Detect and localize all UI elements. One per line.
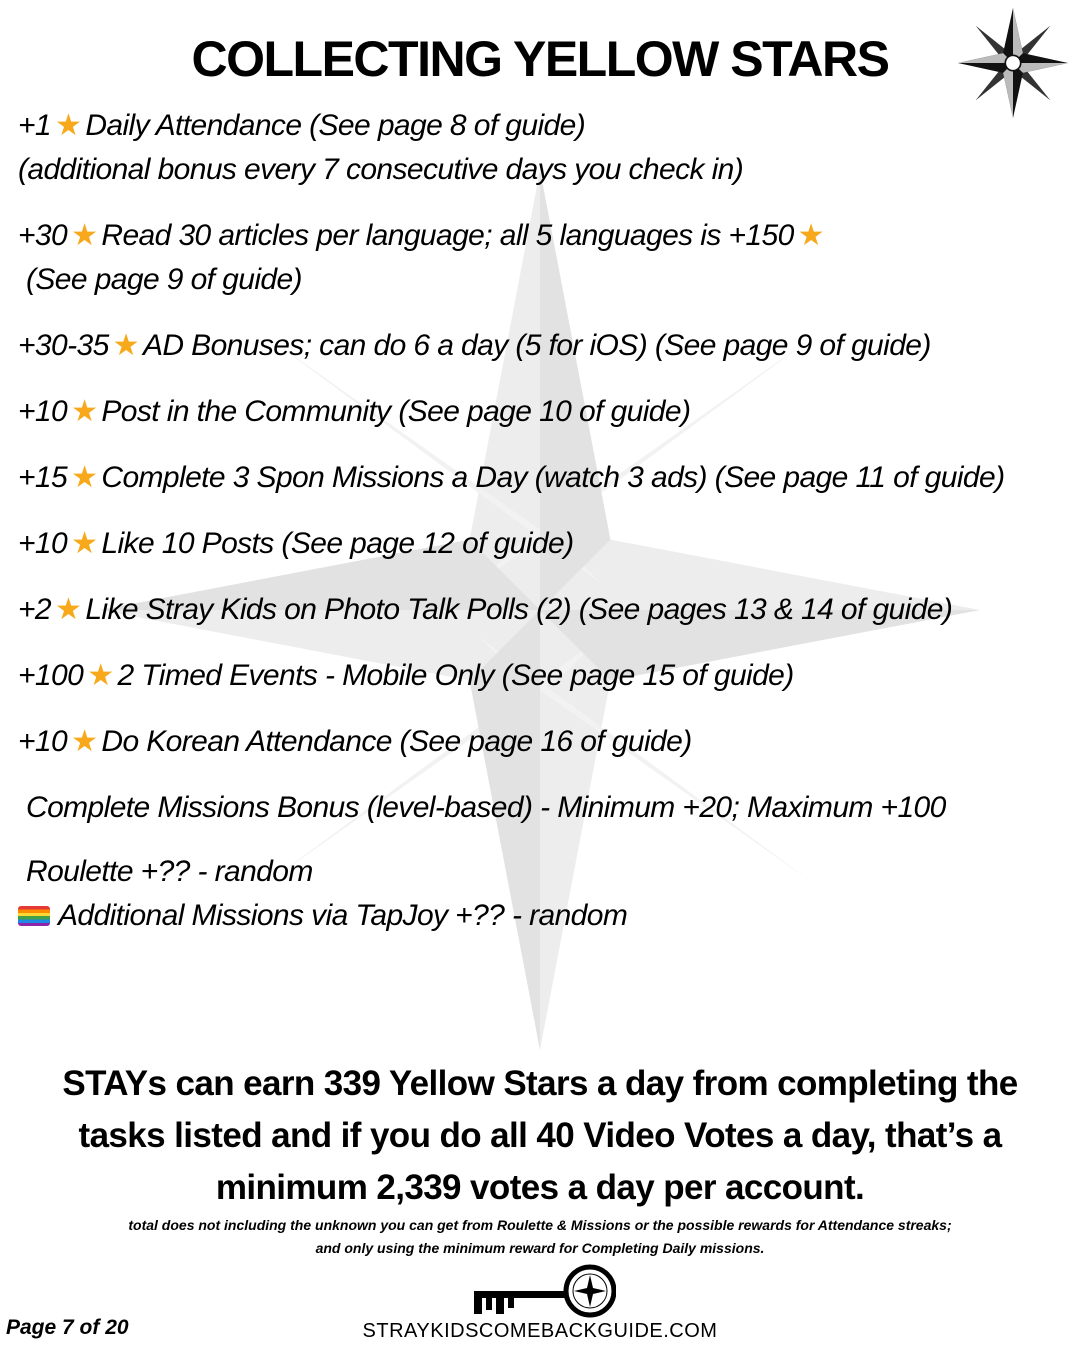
list-item: +10 ★ Post in the Community (See page 10 of guide) bbox=[18, 390, 1068, 434]
star-icon: ★ bbox=[112, 329, 139, 362]
summary-statement: STAYs can earn 339 Yellow Stars a day from completing the tasks listed and if you do all 40 Video Votes a day, that’s a minimum 2,339 votes a day per account. bbox=[62, 1064, 1018, 1207]
star-icon: ★ bbox=[71, 395, 98, 428]
star-icon: ★ bbox=[87, 659, 114, 692]
star-task-list bbox=[18, 104, 1068, 938]
missions-bonus: Complete Missions Bonus (level-based) - Minimum +20; Maximum +100 bbox=[26, 791, 946, 824]
list-item: +30 ★ Read 30 articles per language; all 5 languages is +150 ★ bbox=[18, 214, 1068, 258]
list-item-note: (additional bonus every 7 consecutive days you check in) bbox=[18, 153, 744, 186]
footnote: total does not including the unknown you can get from Roulette & Missions or the possible rewards for Attendance streaks; and only using the minimum reward for Completing Daily missions. bbox=[128, 1217, 952, 1256]
list-item: +10 ★ Do Korean Attendance (See page 16 of guide) bbox=[18, 720, 1068, 764]
star-icon: ★ bbox=[71, 527, 98, 560]
site-url: STRAYKIDSCOMEBACKGUIDE.COM bbox=[362, 1320, 718, 1342]
star-icon: ★ bbox=[71, 725, 98, 758]
list-item: +30-35 ★ AD Bonuses; can do 6 a day (5 for iOS) (See page 9 of guide) bbox=[18, 324, 1068, 368]
page-number: Page 7 of 20 bbox=[6, 1316, 129, 1339]
list-item: +1 ★ Daily Attendance (See page 8 of guide) bbox=[18, 104, 1068, 148]
list-item: +2 ★ Like Stray Kids on Photo Talk Polls (2) (See pages 13 & 14 of guide) bbox=[18, 588, 1068, 632]
list-item: +10 ★ Like 10 Posts (See page 12 of guide) bbox=[18, 522, 1068, 566]
page-title: COLLECTING YELLOW STARS bbox=[191, 31, 889, 87]
star-icon: ★ bbox=[797, 219, 824, 252]
list-item-note: (See page 9 of guide) bbox=[26, 263, 302, 296]
tapjoy-item: Additional Missions via TapJoy +?? - random bbox=[18, 894, 1068, 938]
star-icon: ★ bbox=[55, 109, 82, 142]
rainbow-flag-icon bbox=[18, 906, 50, 926]
roulette-item: Roulette +?? - random bbox=[26, 855, 313, 888]
star-icon: ★ bbox=[71, 461, 98, 494]
list-item: +100 ★ 2 Timed Events - Mobile Only (See page 15 of guide) bbox=[18, 654, 1068, 698]
star-icon: ★ bbox=[71, 219, 98, 252]
list-item: +15 ★ Complete 3 Spon Missions a Day (watch 3 ads) (See page 11 of guide) bbox=[18, 456, 1068, 500]
key-icon bbox=[466, 1263, 616, 1323]
star-icon: ★ bbox=[55, 593, 82, 626]
